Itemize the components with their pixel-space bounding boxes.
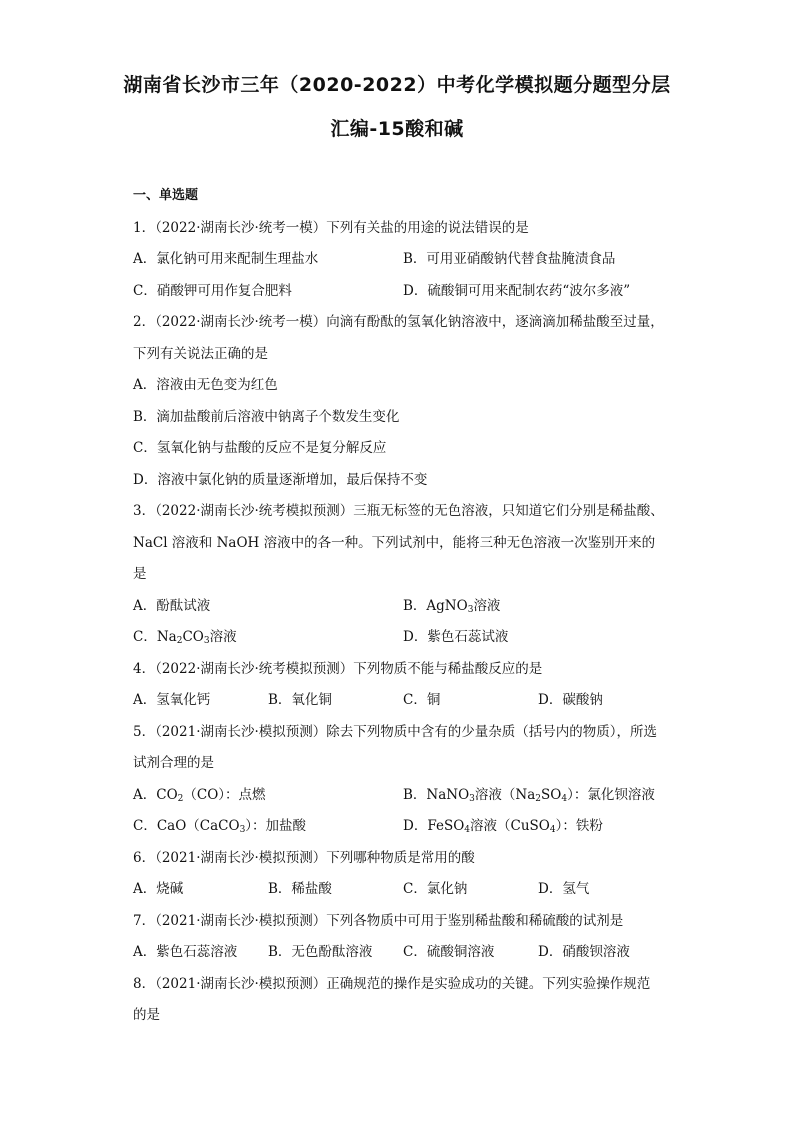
- question-2-stem-line-1: 2．（2022·湖南长沙·统考一模）向滴有酚酞的氢氧化钠溶液中，逐滴滴加稀盐酸至过量，: [133, 314, 664, 330]
- question-6-option-a: A．烧碱: [133, 881, 184, 897]
- question-1-options-row-1: [133, 248, 673, 280]
- question-5-option-d: D．FeSO$_4$溶液（CuSO$_4$）：铁粉: [403, 818, 603, 835]
- question-6-stem: 6．（2021·湖南长沙·模拟预测）下列哪种物质是常用的酸: [133, 849, 475, 866]
- question-7-stem: 7．（2021·湖南长沙·模拟预测）下列各物质中可用于鉴别稀盐酸和稀硫酸的试剂是: [133, 912, 624, 929]
- question-1-options-row-2: [133, 280, 673, 312]
- question-5-options-row-1: [133, 784, 673, 816]
- question-7-option-b: B．无色酚酞溶液: [268, 944, 373, 960]
- question-4-option-c: C．铜: [403, 692, 441, 708]
- question-1-option-d: D．硫酸铜可用来配制农药“波尔多液”: [403, 282, 631, 299]
- question-7-options: [133, 941, 673, 973]
- question-1-stem: 1．（2022·湖南长沙·统考一模）下列有关盐的用途的说法错误的是: [133, 219, 529, 236]
- question-3-option-b: B．AgNO$_3$溶液: [403, 597, 501, 615]
- question-2-option-b: B．滴加盐酸前后溶液中钠离子个数发生变化: [133, 408, 400, 425]
- question-3-options-row-2: [133, 626, 673, 658]
- question-1-option-b: B．可用亚硝酸钠代替食盐腌渍食品: [403, 251, 616, 267]
- question-1-option-a: A．氯化钠可用来配制生理盐水: [133, 251, 319, 267]
- question-8-stem-line-1: 8．（2021·湖南长沙·模拟预测）正确规范的操作是实验成功的关键。下列实验操作规范: [133, 975, 651, 992]
- question-5-stem-line-1: 5．（2021·湖南长沙·模拟预测）除去下列物质中含有的少量杂质（括号内的物质），所选: [133, 723, 658, 740]
- section-heading: 一、单选题: [133, 188, 199, 203]
- question-3-stem-line-2: NaCl 溶液和 NaOH 溶液中的各一种。下列试剂中，能将三种无色溶液一次鉴别开来的: [133, 534, 656, 551]
- question-1-option-c: C．硝酸钾可用作复合肥料: [133, 282, 292, 299]
- question-5-option-a: A．$CO_2(CO)$：点燃: [133, 786, 266, 804]
- question-3-options-row-1: [133, 595, 673, 627]
- question-4-options: [133, 689, 673, 721]
- question-5-option-b: B．NaNO$_3$溶液$(Na_2SO_4)$：氯化钡溶液: [403, 786, 655, 804]
- question-8-stem-line-2: 的是: [133, 1007, 160, 1023]
- question-list: [133, 185, 673, 1036]
- question-5-option-c: C．CaO（CaCO$_3$）：加盐酸: [133, 818, 307, 835]
- question-3-option-c: C．$Na_2CO_3$溶液: [133, 629, 237, 646]
- question-3-option-d: D．紫色石蕊试液: [403, 629, 509, 645]
- question-4-option-a: A．氢氧化钙: [133, 692, 211, 708]
- document-title-line-2: 汇编-15酸和碱: [330, 118, 464, 140]
- question-7-option-a: A．紫色石蕊溶液: [133, 944, 238, 960]
- question-4-stem: 4．（2022·湖南长沙·统考模拟预测）下列物质不能与稀盐酸反应的是: [133, 660, 543, 677]
- question-6-option-d: D．氢气: [538, 881, 590, 897]
- question-3-stem-line-3: 是: [133, 566, 147, 582]
- question-3-option-a: A．酚酞试液: [133, 597, 211, 614]
- question-4-option-b: B．氧化铜: [268, 692, 332, 708]
- question-6-option-c: C．氯化钠: [403, 881, 468, 897]
- question-2-option-a: A．溶液由无色变为红色: [133, 377, 278, 393]
- question-4-option-d: D．碳酸钠: [538, 692, 603, 708]
- question-5-stem-line-2: 试剂合理的是: [133, 755, 214, 771]
- question-7-option-d: D．硝酸钡溶液: [538, 944, 630, 960]
- question-6-option-b: B．稀盐酸: [268, 881, 332, 897]
- question-2-option-d: D．溶液中氯化钠的质量逐渐增加，最后保持不变: [133, 471, 428, 488]
- document-title-line-1: 湖南省长沙市三年（2020-2022）中考化学模拟题分题型分层: [123, 74, 671, 96]
- question-3-stem-line-1: 3．（2022·湖南长沙·统考模拟预测）三瓶无标签的无色溶液，只知道它们分别是稀盐酸、: [133, 503, 664, 519]
- question-2-stem-line-2: 下列有关说法正确的是: [133, 345, 268, 362]
- question-5-options-row-2: [133, 815, 673, 847]
- question-6-options: [133, 878, 673, 910]
- question-2-option-c: C．氢氧化钠与盐酸的反应不是复分解反应: [133, 440, 387, 456]
- question-7-option-c: C．硫酸铜溶液: [403, 944, 495, 960]
